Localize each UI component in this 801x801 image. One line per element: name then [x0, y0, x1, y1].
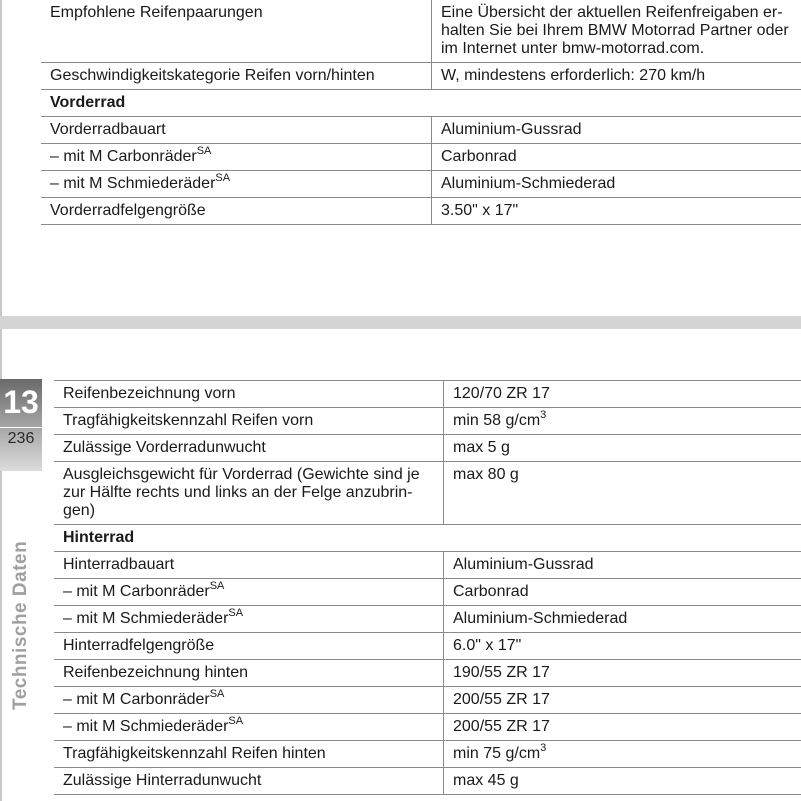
table-row: [54, 714, 801, 741]
spec-label-text: Ausgleichsgewicht für Vorderrad (Gewichte sind je zur Hälfte rechts und links an der Felge anzubrin- gen): [63, 466, 420, 519]
table-row: [54, 552, 801, 579]
spec-table-bottom: [54, 380, 801, 795]
table-row: [54, 633, 801, 660]
page-top-section: [0, 0, 801, 316]
table-row: [41, 198, 801, 225]
table-row: [54, 579, 801, 606]
chapter-number: 13: [3, 384, 39, 420]
table-row: [41, 63, 801, 90]
table-row: [54, 687, 801, 714]
spec-label: Tragfähigkeitskennzahl Reifen hinten: [54, 741, 444, 768]
table-row: [41, 171, 801, 198]
section-title: Hinterrad: [54, 525, 801, 552]
spec-value: Carbonrad: [432, 144, 801, 171]
spec-label-text: – mit M Carbonräder: [63, 691, 210, 708]
table-row: [54, 606, 801, 633]
table-row: [41, 117, 801, 144]
spec-value: Aluminium-Schmiederad: [444, 606, 801, 633]
spec-value: [444, 741, 801, 768]
spec-label-text: – mit M Schmiederäder: [63, 718, 229, 735]
sa-superscript: SA: [228, 606, 244, 619]
spec-label: Hinterradbauart: [54, 552, 444, 579]
spec-label-text: – mit M Carbonräder: [63, 583, 210, 600]
spec-label-text: – mit M Schmiederäder: [50, 175, 216, 192]
spec-label: Reifenbezeichnung hinten: [54, 660, 444, 687]
section-header-vorderrad: [41, 90, 801, 117]
spec-value: W, mindestens erforderlich: 270 km/h: [432, 63, 801, 90]
spec-label: [54, 606, 444, 633]
spec-value: 200/55 ZR 17: [444, 714, 801, 741]
spec-label: Geschwindigkeitskategorie Reifen vorn/hinten: [41, 63, 432, 90]
sa-superscript: SA: [209, 687, 225, 700]
spec-label: [54, 687, 444, 714]
sa-superscript: SA: [215, 171, 231, 184]
spec-value: max 80 g: [444, 462, 801, 525]
spec-label: [54, 714, 444, 741]
spec-value: Aluminium-Gussrad: [444, 552, 801, 579]
spec-value: 3.50" x 17": [432, 198, 801, 225]
spec-label: [54, 579, 444, 606]
page-number: 236: [0, 427, 42, 450]
section-title: Vorderrad: [41, 90, 801, 117]
spec-value: max 5 g: [444, 435, 801, 462]
spec-label: Empfohlene Reifenpaarungen: [41, 0, 432, 63]
spec-label: [54, 462, 444, 525]
spec-label: [41, 144, 432, 171]
table-row: [54, 381, 801, 408]
spec-value: 190/55 ZR 17: [444, 660, 801, 687]
spec-value: Aluminium-Schmiederad: [432, 171, 801, 198]
sa-superscript: SA: [196, 144, 212, 157]
page-separator: [0, 316, 801, 329]
spec-label-text: – mit M Carbonräder: [50, 148, 197, 165]
spec-value-text: min 75 g/cm: [453, 745, 541, 762]
spec-label: Hinterradfelgengröße: [54, 633, 444, 660]
unit-superscript: 3: [540, 408, 547, 421]
spec-value: 120/70 ZR 17: [444, 381, 801, 408]
spec-label-text: – mit M Schmiederäder: [63, 610, 229, 627]
section-header-hinterrad: [54, 525, 801, 552]
table-row: [54, 741, 801, 768]
unit-superscript: 3: [540, 741, 547, 754]
spec-table-top: [41, 0, 801, 225]
spec-value-text: min 58 g/cm: [453, 412, 541, 429]
spec-label: Reifenbezeichnung vorn: [54, 381, 444, 408]
spec-label: Vorderradbauart: [41, 117, 432, 144]
spec-label: Zulässige Hinterradunwucht: [54, 768, 444, 795]
table-row: [41, 0, 801, 63]
tire-pairing-note: Eine Übersicht der aktuellen Reifenfreigaben er- halten Sie bei Ihrem BMW Motorrad Partner oder im Internet unter bmw-motorrad.com.: [441, 4, 789, 57]
table-row: [54, 660, 801, 687]
chapter-title: Technische Daten: [10, 540, 31, 710]
spec-label: Vorderradfelgengröße: [41, 198, 432, 225]
sa-superscript: SA: [228, 714, 244, 727]
table-row: [54, 768, 801, 795]
spec-label: Zulässige Vorderradunwucht: [54, 435, 444, 462]
table-row: [41, 144, 801, 171]
table-row: [54, 462, 801, 525]
spec-value: 6.0" x 17": [444, 633, 801, 660]
spec-value: Aluminium-Gussrad: [432, 117, 801, 144]
table-row: [54, 435, 801, 462]
spec-value: max 45 g: [444, 768, 801, 795]
spec-value: Carbonrad: [444, 579, 801, 606]
spec-value: 200/55 ZR 17: [444, 687, 801, 714]
spec-label: Tragfähigkeitskennzahl Reifen vorn: [54, 408, 444, 435]
table-row: [54, 408, 801, 435]
sa-superscript: SA: [209, 579, 225, 592]
spec-value: [432, 0, 801, 63]
spec-label: [41, 171, 432, 198]
spec-value: [444, 408, 801, 435]
